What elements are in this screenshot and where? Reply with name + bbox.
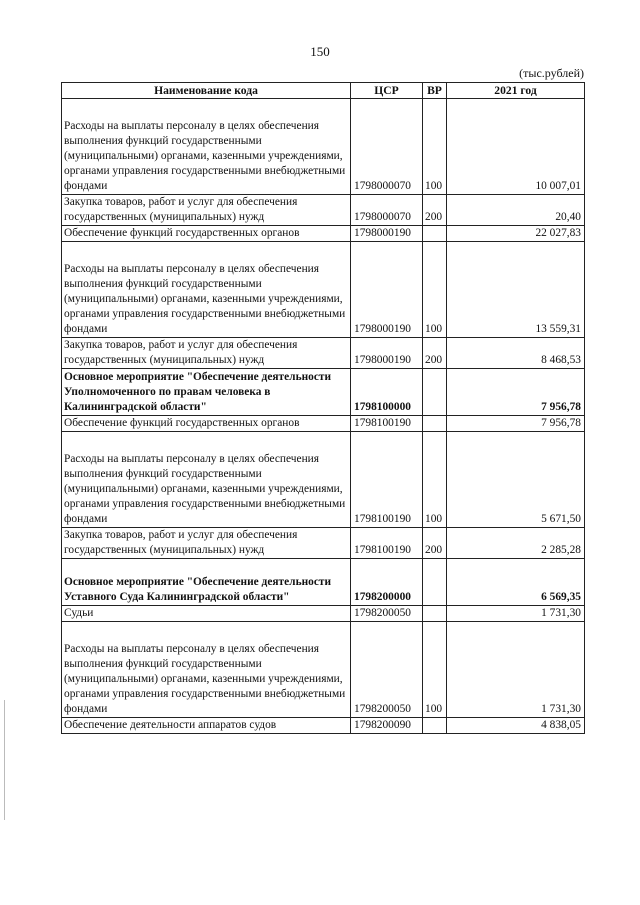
row-vr: 100 bbox=[423, 622, 447, 718]
row-name: Расходы на выплаты персоналу в целях обеспечения выполнения функций государственными (муниципальными) органами, казенными учреждениями, органами управления государственными внебюджетными фондами bbox=[62, 432, 351, 528]
table-row bbox=[62, 432, 585, 528]
table-row bbox=[62, 622, 585, 718]
row-amount: 7 956,78 bbox=[447, 416, 585, 432]
table-row bbox=[62, 718, 585, 734]
row-vr: 100 bbox=[423, 99, 447, 195]
row-csr: 1798100000 bbox=[351, 369, 423, 416]
row-csr: 1798200050 bbox=[351, 622, 423, 718]
row-vr bbox=[423, 718, 447, 734]
row-csr: 1798100190 bbox=[351, 432, 423, 528]
row-amount: 1 731,30 bbox=[447, 606, 585, 622]
row-csr: 1798000190 bbox=[351, 338, 423, 369]
row-csr: 1798100190 bbox=[351, 528, 423, 559]
table-header-row bbox=[62, 83, 585, 99]
row-amount: 4 838,05 bbox=[447, 718, 585, 734]
row-csr: 1798000190 bbox=[351, 226, 423, 242]
header-vr: ВР bbox=[423, 83, 447, 99]
table-row bbox=[62, 416, 585, 432]
row-amount: 13 559,31 bbox=[447, 242, 585, 338]
row-vr: 200 bbox=[423, 528, 447, 559]
table-row bbox=[62, 226, 585, 242]
row-amount: 1 731,30 bbox=[447, 622, 585, 718]
row-name: Расходы на выплаты персоналу в целях обеспечения выполнения функций государственными (муниципальными) органами, казенными учреждениями, органами управления государственными внебюджетными фондами bbox=[62, 242, 351, 338]
row-csr: 1798000070 bbox=[351, 195, 423, 226]
row-amount: 8 468,53 bbox=[447, 338, 585, 369]
table-row bbox=[62, 195, 585, 226]
row-amount: 2 285,28 bbox=[447, 528, 585, 559]
row-csr: 1798200050 bbox=[351, 606, 423, 622]
row-name: Закупка товаров, работ и услуг для обеспечения государственных (муниципальных) нужд bbox=[62, 338, 351, 369]
table-row bbox=[62, 338, 585, 369]
row-csr: 1798200090 bbox=[351, 718, 423, 734]
row-csr: 1798000070 bbox=[351, 99, 423, 195]
row-vr: 200 bbox=[423, 195, 447, 226]
row-vr: 200 bbox=[423, 338, 447, 369]
row-amount: 5 671,50 bbox=[447, 432, 585, 528]
table-row bbox=[62, 559, 585, 606]
row-csr: 1798100190 bbox=[351, 416, 423, 432]
row-name: Судьи bbox=[62, 606, 351, 622]
row-vr bbox=[423, 369, 447, 416]
row-amount: 7 956,78 bbox=[447, 369, 585, 416]
row-name: Обеспечение функций государственных органов bbox=[62, 416, 351, 432]
row-vr: 100 bbox=[423, 242, 447, 338]
row-csr: 1798200000 bbox=[351, 559, 423, 606]
table-row bbox=[62, 528, 585, 559]
row-name: Расходы на выплаты персоналу в целях обеспечения выполнения функций государственными (муниципальными) органами, казенными учреждениями, органами управления государственными внебюджетными фондами bbox=[62, 99, 351, 195]
row-name: Обеспечение деятельности аппаратов судов bbox=[62, 718, 351, 734]
row-vr bbox=[423, 559, 447, 606]
row-amount: 6 569,35 bbox=[447, 559, 585, 606]
table-row bbox=[62, 369, 585, 416]
row-name: Закупка товаров, работ и услуг для обеспечения государственных (муниципальных) нужд bbox=[62, 195, 351, 226]
row-name: Закупка товаров, работ и услуг для обеспечения государственных (муниципальных) нужд bbox=[62, 528, 351, 559]
row-vr: 100 bbox=[423, 432, 447, 528]
units-label: (тыс.рублей) bbox=[519, 66, 584, 80]
row-vr bbox=[423, 416, 447, 432]
row-csr: 1798000190 bbox=[351, 242, 423, 338]
row-amount: 22 027,83 bbox=[447, 226, 585, 242]
row-name: Расходы на выплаты персоналу в целях обеспечения выполнения функций государственными (муниципальными) органами, казенными учреждениями, органами управления государственными внебюджетными фондами bbox=[62, 622, 351, 718]
table-row bbox=[62, 99, 585, 195]
row-name: Основное мероприятие "Обеспечение деятельности Уполномоченного по правам человека в Калининградской области" bbox=[62, 369, 351, 416]
row-name: Основное мероприятие "Обеспечение деятельности Уставного Суда Калининградской области" bbox=[62, 559, 351, 606]
row-vr bbox=[423, 606, 447, 622]
header-csr: ЦСР bbox=[351, 83, 423, 99]
page-number: 150 bbox=[310, 44, 330, 59]
row-name: Обеспечение функций государственных органов bbox=[62, 226, 351, 242]
scan-margin-line bbox=[4, 700, 5, 820]
budget-table bbox=[61, 82, 585, 734]
header-name: Наименование кода bbox=[62, 83, 351, 99]
table-row bbox=[62, 606, 585, 622]
row-vr bbox=[423, 226, 447, 242]
table-row bbox=[62, 242, 585, 338]
row-amount: 20,40 bbox=[447, 195, 585, 226]
header-year: 2021 год bbox=[447, 83, 585, 99]
row-amount: 10 007,01 bbox=[447, 99, 585, 195]
